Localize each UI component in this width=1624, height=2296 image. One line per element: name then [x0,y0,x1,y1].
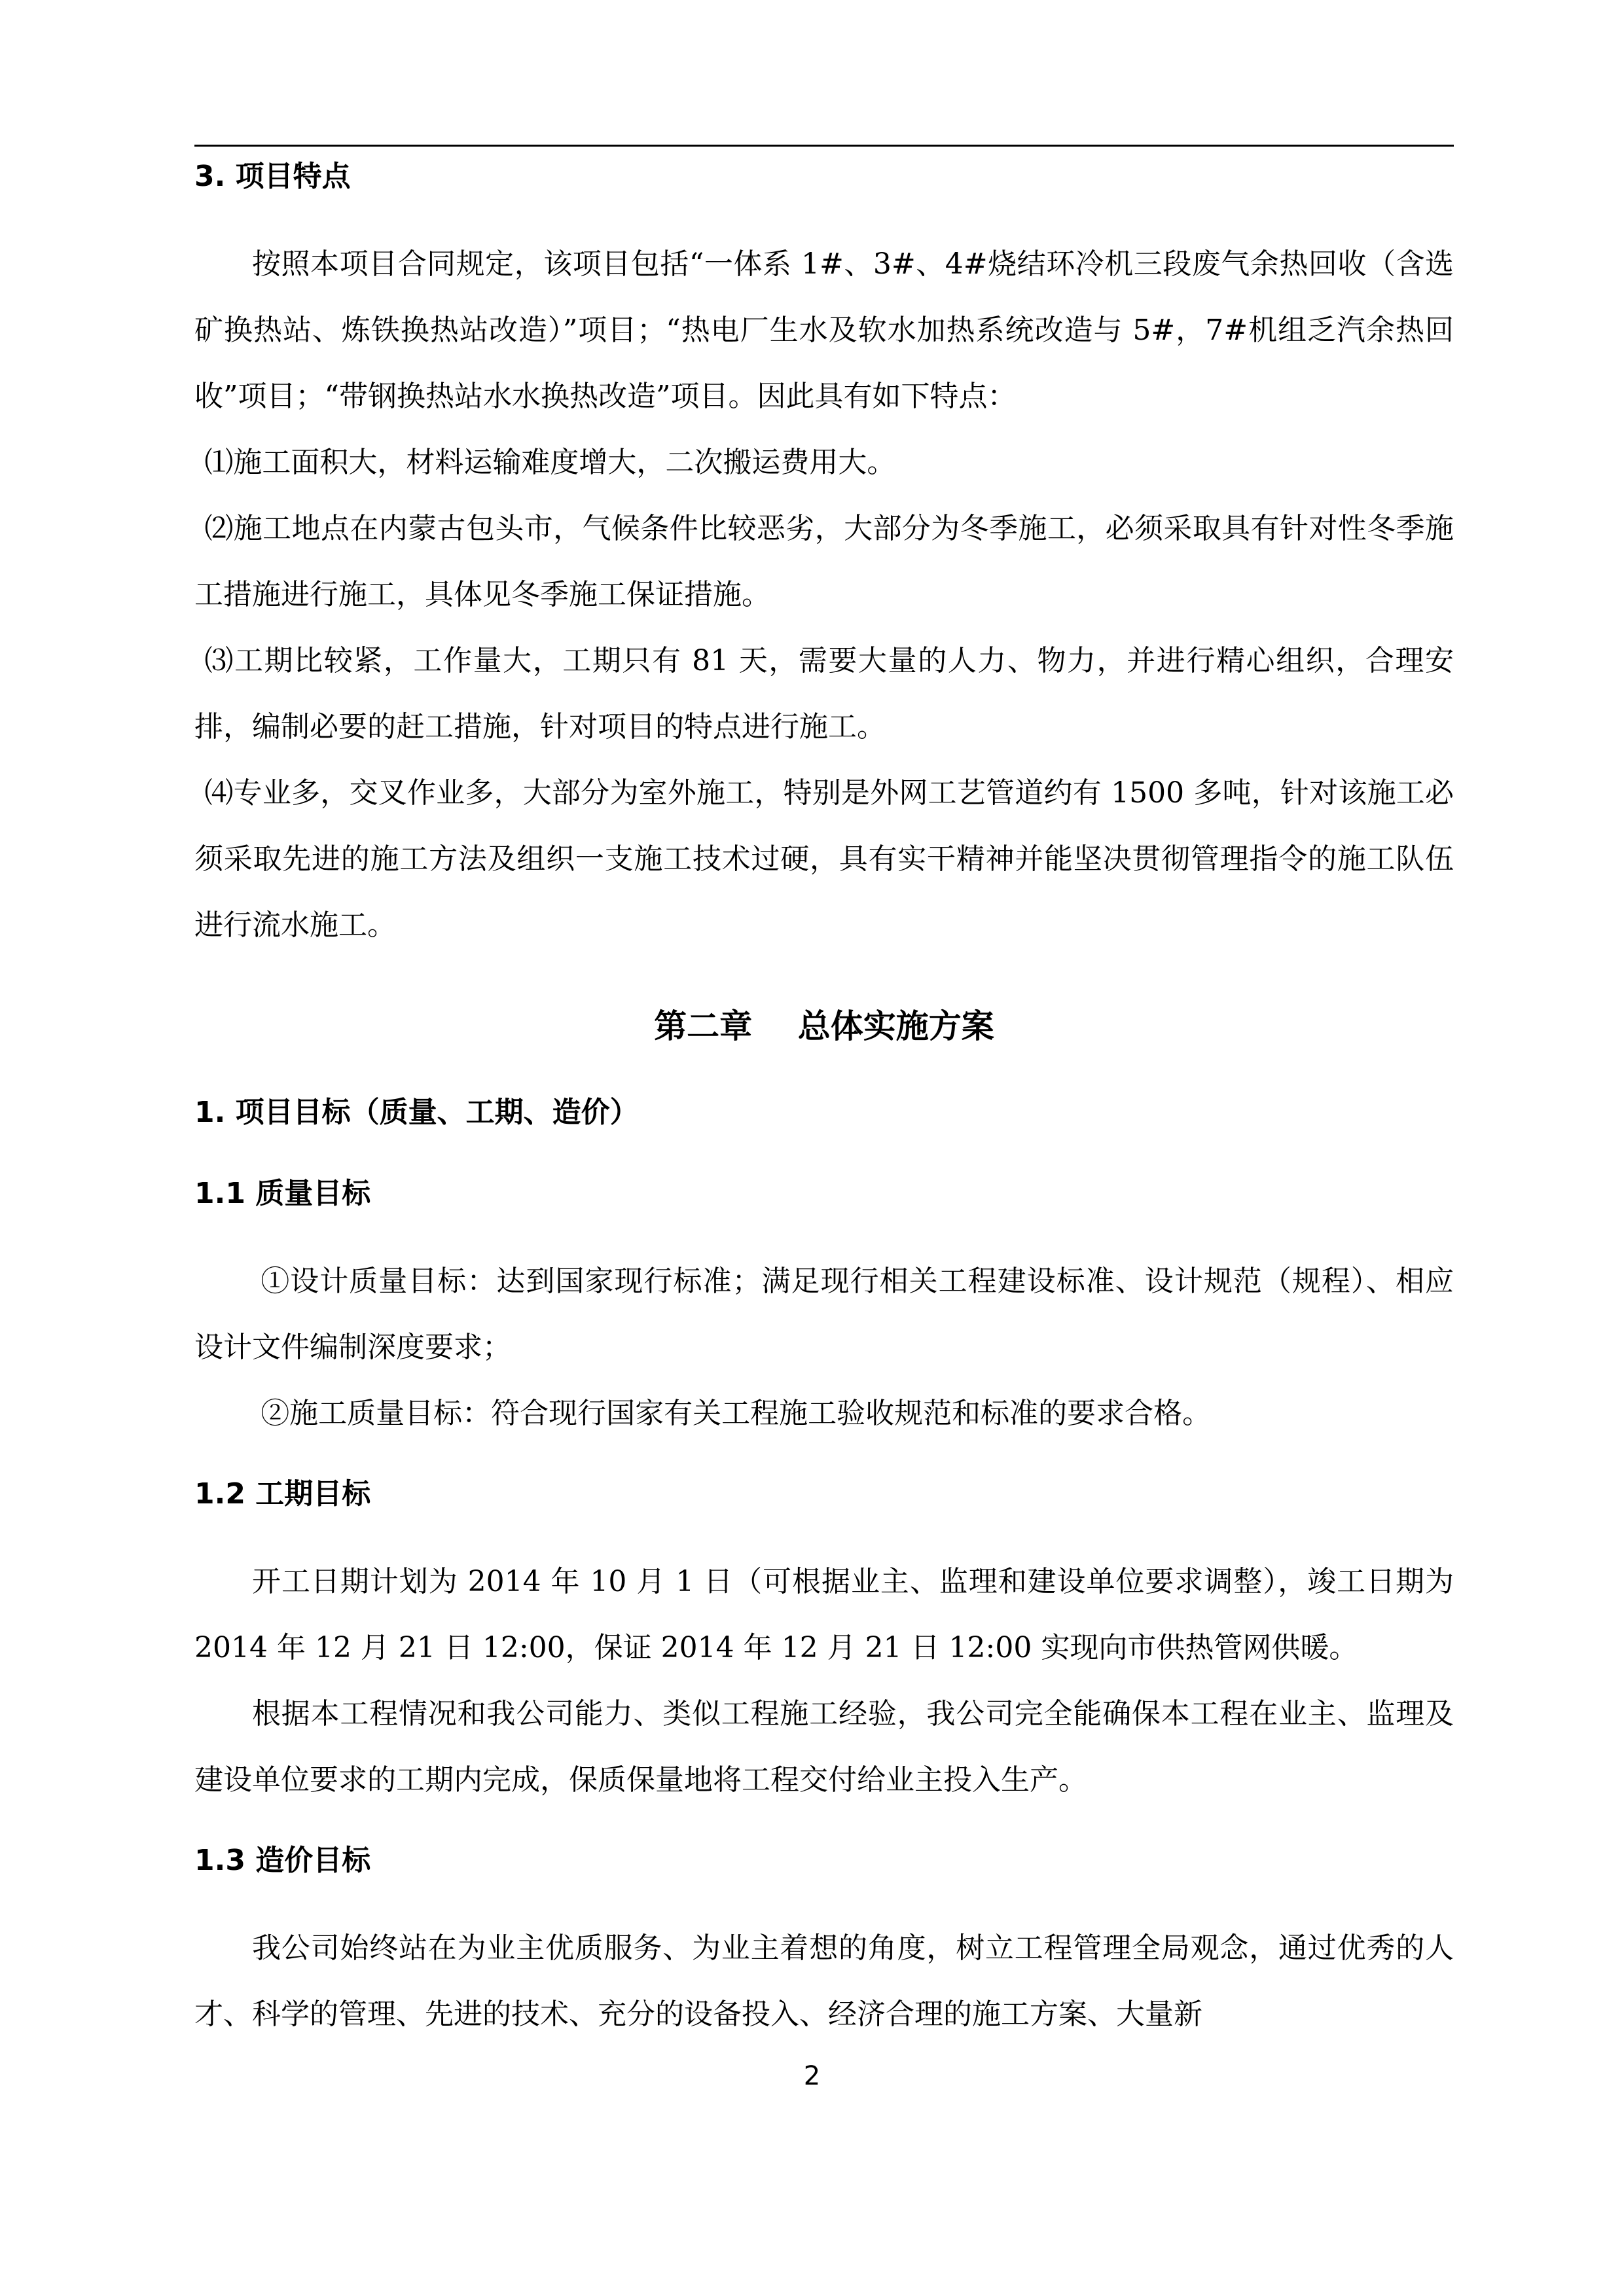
schedule-goal-heading: 1.2 工期目标 [194,1477,371,1511]
page-number: 2 [803,2061,821,2091]
quality-goal-item-1: ①设计质量目标：达到国家现行标准；满足现行相关工程建设标准、设计规范（规程）、相应设计文件编制深度要求； [194,1265,1454,1364]
feature-item-2: ⑵施工地点在内蒙古包头市，气候条件比较恶劣，大部分为冬季施工，必须采取具有针对性冬季施工措施进行施工，具体见冬季施工保证措施。 [194,512,1454,611]
schedule-paragraph-2: 根据本工程情况和我公司能力、类似工程施工经验，我公司完全能确保本工程在业主、监理及建设单位要求的工期内完成，保质保量地将工程交付给业主投入生产。 [194,1697,1454,1797]
page-body [194,156,1454,2047]
section-heading-features: 3. 项目特点 [194,160,351,193]
feature-item-1: ⑴施工面积大，材料运输难度增大，二次搬运费用大。 [204,446,896,479]
feature-item-4: ⑷专业多，交叉作业多，大部分为室外施工，特别是外网工艺管道约有 1500 多吨，针对该施工必须采取先进的施工方法及组织一支施工技术过硬，具有实干精神并能坚决贯彻管理指令的施工队伍进行流水施工。 [194,776,1454,942]
features-intro-paragraph: 按照本项目合同规定，该项目包括“一体系 1#、3#、4#烧结环冷机三段废气余热回收（含选矿换热站、炼铁换热站改造）”项目；“热电厂生水及软水加热系统改造与 5#，7#机组乏汽余热回收”项目；“带钢换热站水水换热改造”项目。因此具有如下特点： [194,247,1454,413]
chapter-title: 第二章 总体实施方案 [654,1007,994,1045]
quality-goal-heading: 1.1 质量目标 [194,1177,371,1210]
cost-paragraph: 我公司始终站在为业主优质服务、为业主着想的角度，树立工程管理全局观念，通过优秀的人才、科学的管理、先进的技术、充分的设备投入、经济合理的施工方案、大量新 [194,1931,1454,2031]
quality-goal-item-2: ②施工质量目标：符合现行国家有关工程施工验收规范和标准的要求合格。 [261,1397,1212,1430]
project-goals-heading: 1. 项目目标（质量、工期、造价） [194,1096,639,1129]
schedule-paragraph-1: 开工日期计划为 2014 年 10 月 1 日（可根据业主、监理和建设单位要求调整），竣工日期为 2014 年 12 月 21 日 12:00，保证 2014 年 12 月 21 日 12:00 实现向市供热管网供暖。 [194,1565,1454,1664]
feature-item-3: ⑶工期比较紧，工作量大，工期只有 81 天，需要大量的人力、物力，并进行精心组织，合理安排，编制必要的赶工措施，针对项目的特点进行施工。 [194,644,1454,744]
cost-goal-heading: 1.3 造价目标 [194,1844,371,1877]
header-rule [194,145,1454,147]
